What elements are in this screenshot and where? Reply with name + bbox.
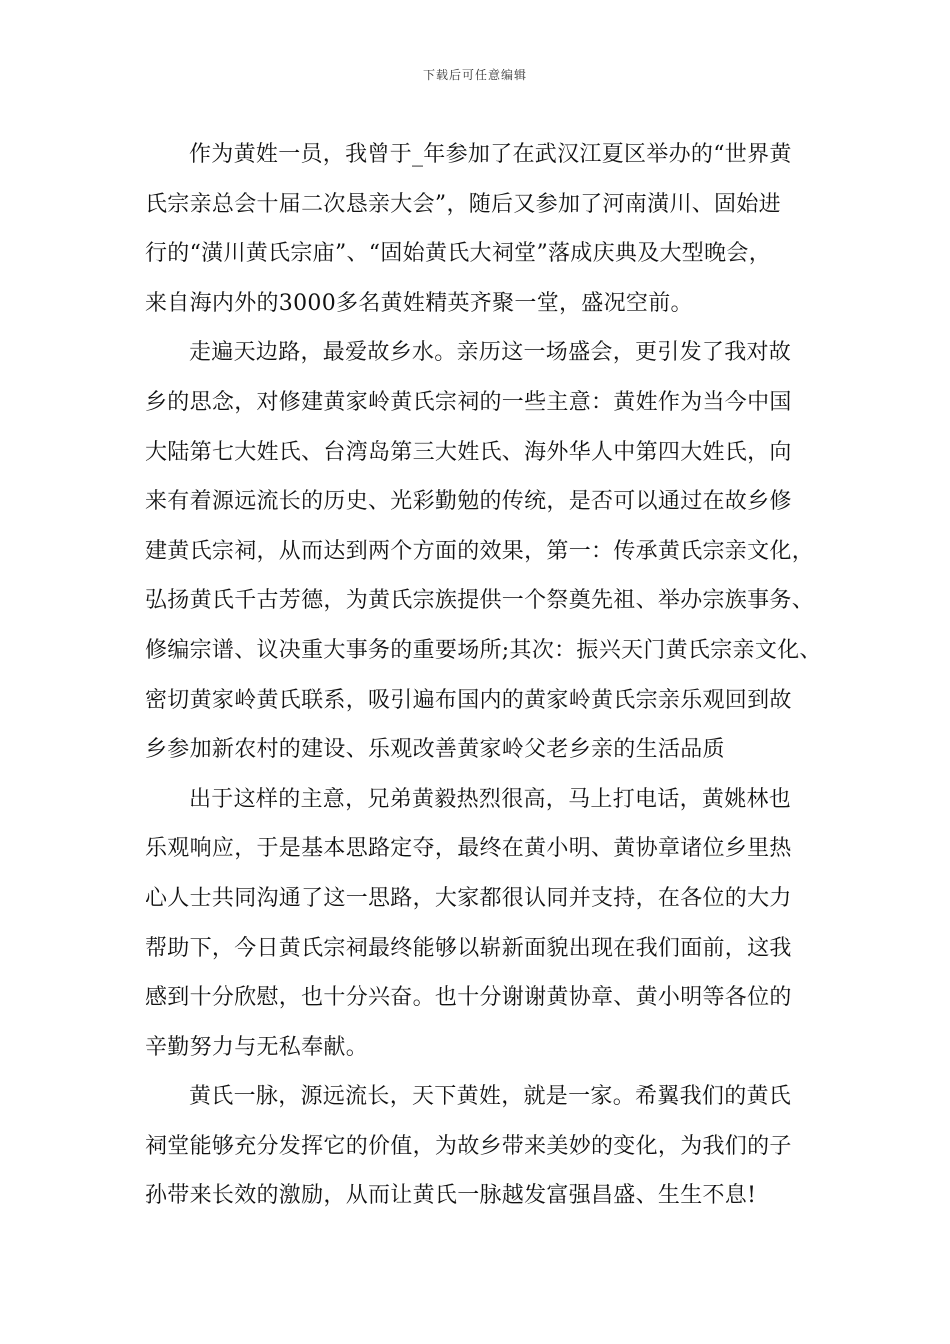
page-header: 下载后可任意编辑 — [422, 68, 527, 82]
text-line: 辛勤努力与无私奉献。 — [145, 1034, 369, 1060]
text-line: 作为黄姓一员，我曾于_年参加了在武汉江夏区举办的“世界黄 — [189, 142, 792, 167]
paragraph-4 — [145, 1072, 835, 1221]
text-line: 修编宗谱、议决重大事务的重要场所;其次：振兴天门黄氏宗亲文化、 — [145, 637, 822, 663]
text-line: 黄氏一脉，源远流长，天下黄姓，就是一家。希翼我们的黄氏 — [189, 1084, 792, 1110]
text-line: 祠堂能够充分发挥它的价值，为故乡带来美妙的变化，为我们的子 — [145, 1133, 792, 1159]
document-body — [145, 130, 835, 1221]
text-line: 乐观响应，于是基本思路定夺，最终在黄小明、黄协章诸位乡里热 — [145, 836, 792, 862]
text-line: 乡参加新农村的建设、乐观改善黄家岭父老乡亲的生活品质 — [145, 737, 725, 763]
paragraph-1 — [145, 130, 835, 328]
text-line: 出于这样的主意，兄弟黄毅热烈很高，马上打电话，黄姚林也 — [189, 786, 792, 812]
text-line: 氏宗亲总会十届二次恳亲大会”，随后又参加了河南潢川、固始进 — [145, 191, 781, 217]
text-line: 来有着源远流长的历史、光彩勤勉的传统，是否可以通过在故乡修 — [145, 489, 792, 515]
text-line: 弘扬黄氏千古芳德，为黄氏宗族提供一个祭奠先祖、举办宗族事务、 — [145, 588, 815, 614]
text-line: 走遍天边路，最爱故乡水。亲历这一场盛会，更引发了我对故 — [189, 340, 792, 366]
paragraph-3 — [145, 775, 835, 1073]
text-line: 心人士共同沟通了这一思路，大家都很认同并支持，在各位的大力 — [145, 885, 792, 911]
text-line: 来自海内外的3000多名黄姓精英齐聚一堂，盛况空前。 — [145, 290, 693, 316]
text-line: 行的“潢川黄氏宗庙”、“固始黄氏大祠堂”落成庆典及大型晚会， — [145, 241, 771, 267]
text-line: 大陆第七大姓氏、台湾岛第三大姓氏、海外华人中第四大姓氏，向 — [145, 439, 792, 465]
text-line: 孙带来长效的激励，从而让黄氏一脉越发富强昌盛、生生不息! — [145, 1183, 757, 1209]
text-line: 感到十分欣慰，也十分兴奋。也十分谢谢黄协章、黄小明等各位的 — [145, 985, 792, 1011]
paragraph-2 — [145, 328, 835, 774]
text-line: 建黄氏宗祠，从而达到两个方面的效果，第一：传承黄氏宗亲文化， — [145, 538, 815, 564]
text-line: 乡的思念，对修建黄家岭黄氏宗祠的一些主意：黄姓作为当今中国 — [145, 389, 792, 415]
text-line: 帮助下，今日黄氏宗祠最终能够以崭新面貌出现在我们面前，这我 — [145, 935, 792, 961]
text-line: 密切黄家岭黄氏联系，吸引遍布国内的黄家岭黄氏宗亲乐观回到故 — [145, 687, 792, 713]
